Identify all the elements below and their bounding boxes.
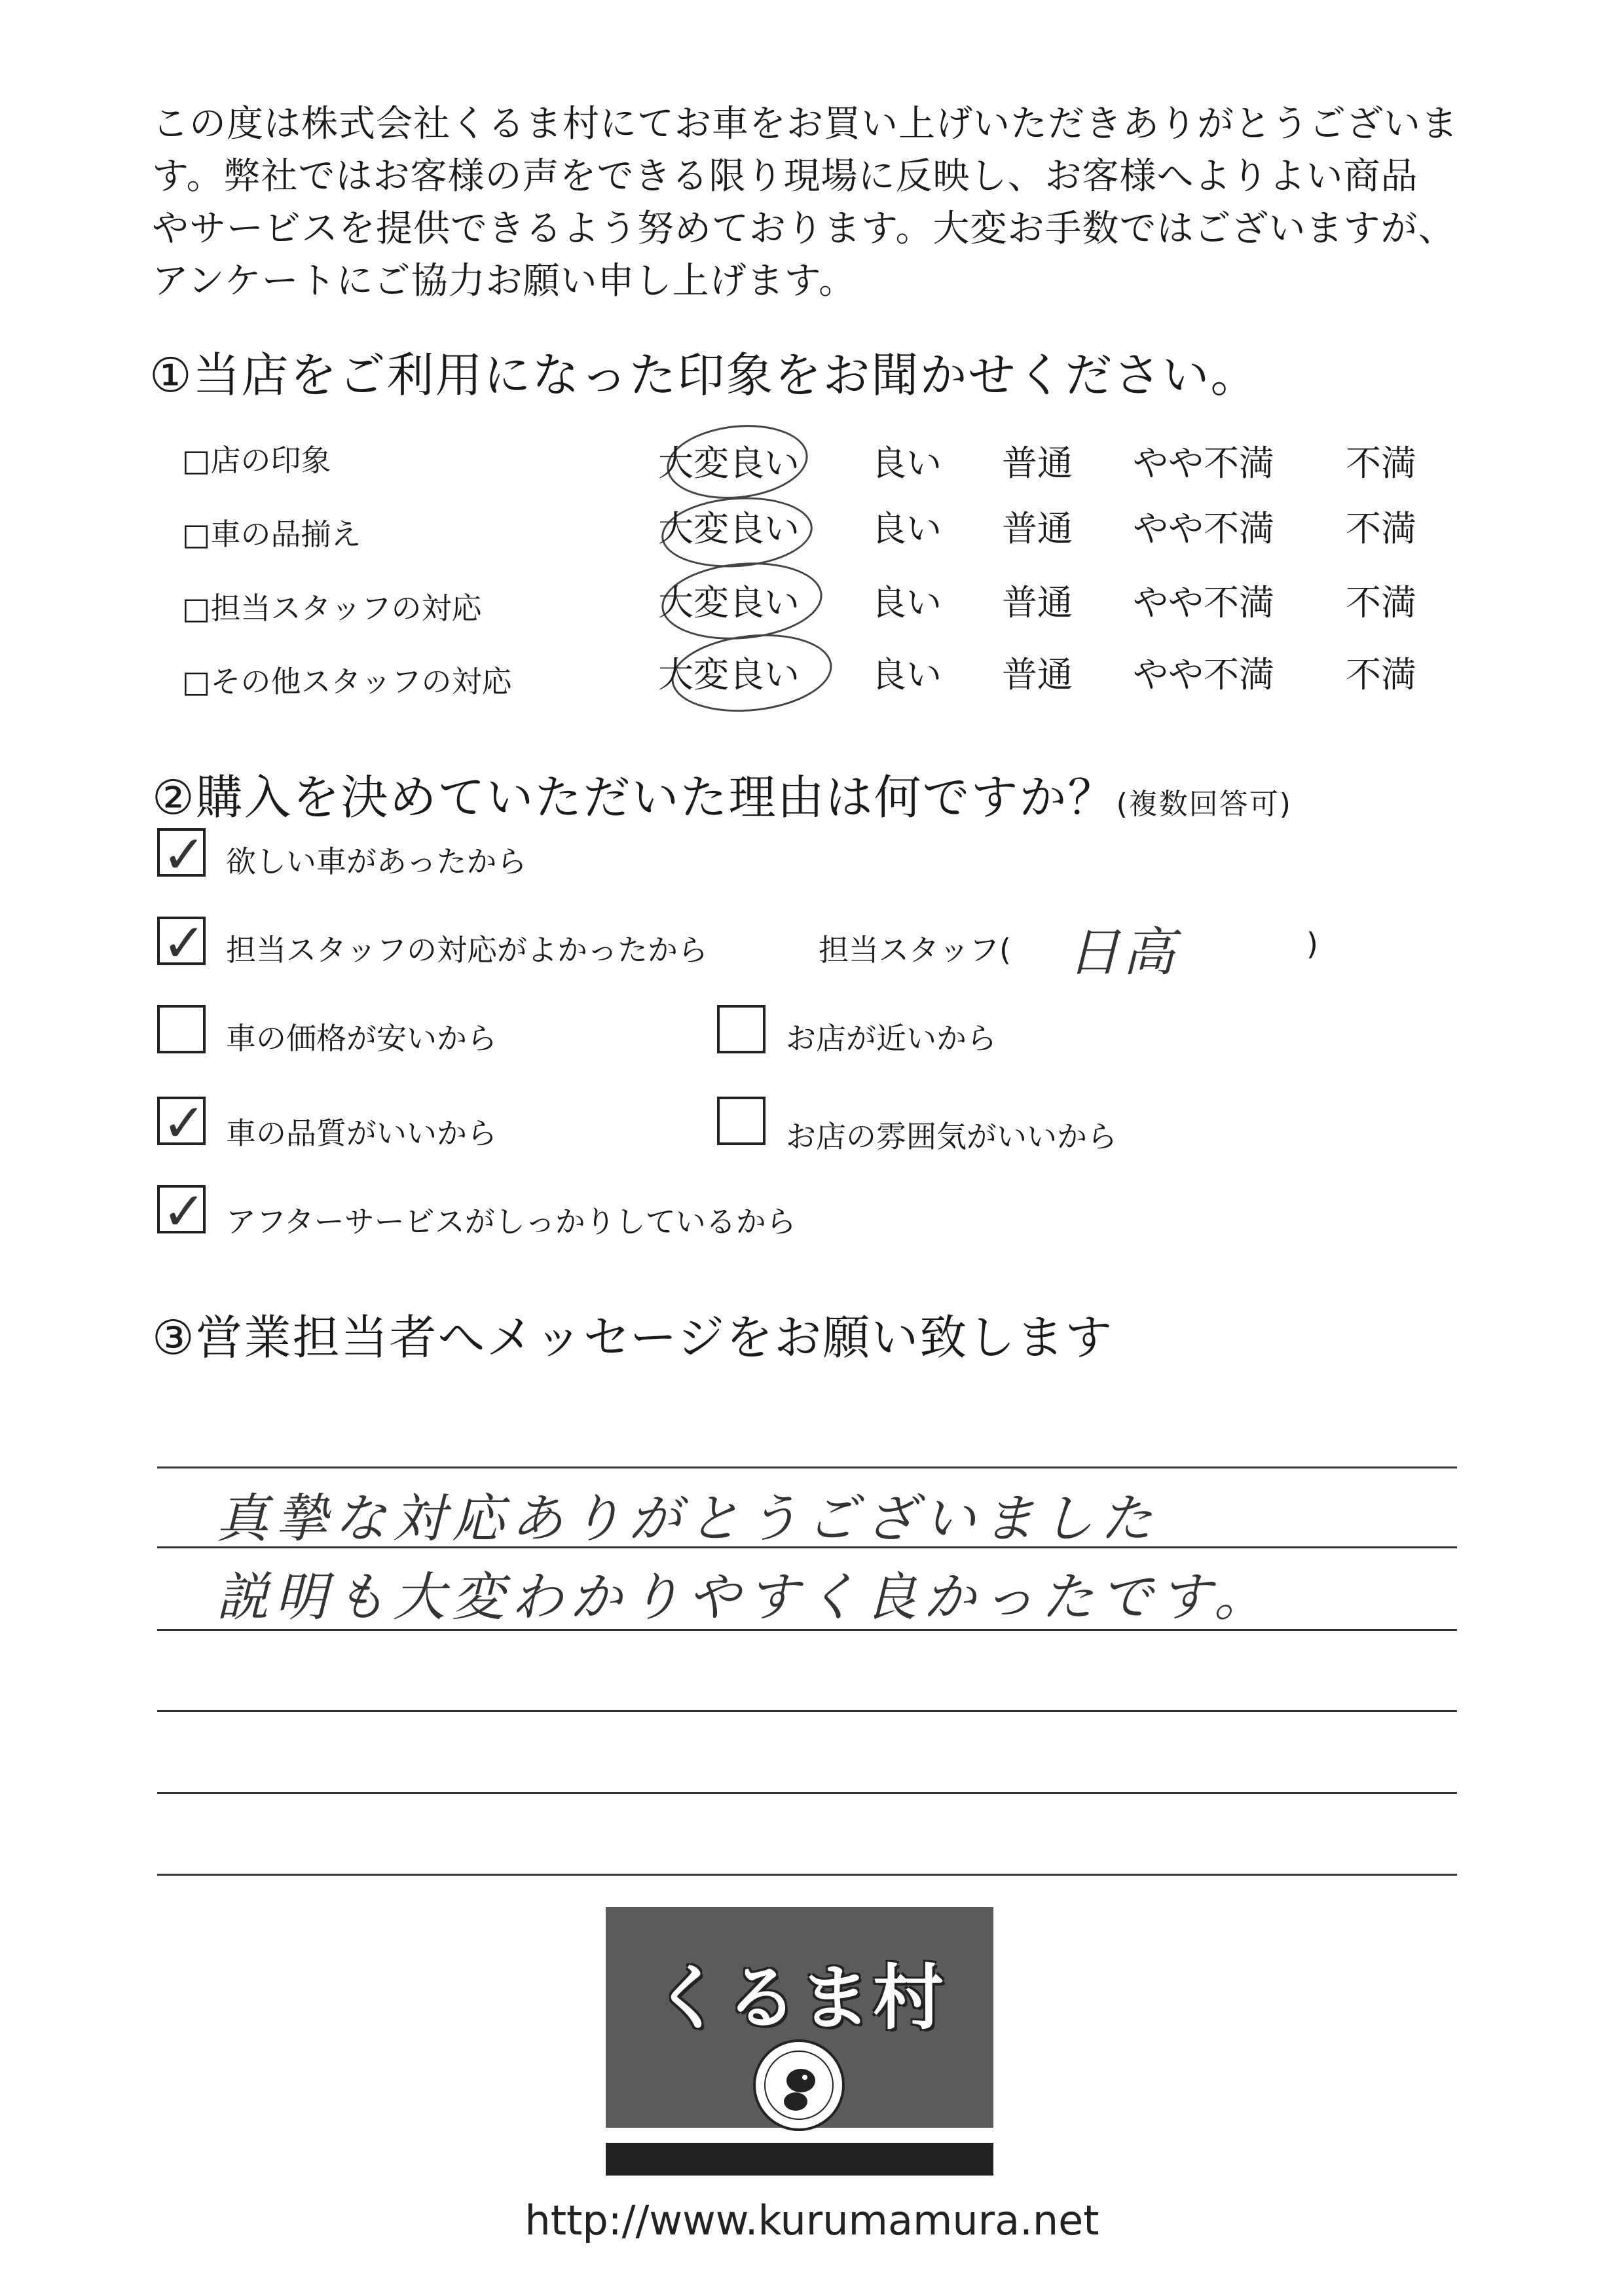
q1-row-label: □担当スタッフの対応 (182, 591, 482, 626)
option-very-good[interactable]: 大変良い (658, 443, 800, 484)
logo-stripe (606, 2143, 993, 2176)
check-mark-icon: ✓ (162, 824, 206, 885)
option-unsatisfied[interactable]: 不満 (1346, 654, 1416, 695)
staff-close: ) (1306, 926, 1318, 962)
checkbox[interactable] (717, 1005, 766, 1053)
checkbox-label: お店の雰囲気がいいから (786, 1119, 1117, 1154)
check-mark-icon: ✓ (162, 1181, 206, 1242)
option-average[interactable]: 普通 (1002, 508, 1073, 549)
intro-line-3: やサービスを提供できるよう努めております。大変お手数ではございますが、 (152, 208, 1456, 250)
check-mark-icon: ✓ (162, 1093, 206, 1154)
option-good[interactable]: 良い (871, 508, 942, 549)
option-slightly-unsatisfied[interactable]: やや不満 (1133, 654, 1274, 695)
checkbox-label: お店が近いから (786, 1021, 997, 1056)
option-average[interactable]: 普通 (1002, 443, 1073, 484)
message-line-1[interactable]: 真摯な対応ありがとうございました (216, 1488, 1159, 1549)
checkbox[interactable] (157, 1005, 206, 1053)
option-slightly-unsatisfied[interactable]: やや不満 (1133, 443, 1274, 484)
intro-line-4: アンケートにご協力お願い申し上げます。 (152, 260, 857, 302)
mascot-emblem-icon (750, 2036, 848, 2134)
message-rule (157, 1792, 1457, 1794)
option-slightly-unsatisfied[interactable]: やや不満 (1133, 508, 1274, 549)
q1-row-label: □その他スタッフの対応 (182, 664, 512, 699)
option-good[interactable]: 良い (871, 443, 942, 484)
q2-heading-note: (複数回答可) (1116, 788, 1292, 821)
option-unsatisfied[interactable]: 不満 (1346, 508, 1416, 549)
staff-name-handwritten[interactable]: 日高 (1067, 922, 1177, 983)
option-unsatisfied[interactable]: 不満 (1346, 443, 1416, 484)
message-rule (157, 1467, 1457, 1468)
option-very-good[interactable]: 大変良い (658, 582, 800, 623)
check-mark-icon: ✓ (162, 913, 206, 974)
q3-heading: ③営業担当者へメッセージをお願い致します (152, 1310, 1114, 1365)
option-unsatisfied[interactable]: 不満 (1346, 582, 1416, 623)
checkbox-label: 担当スタッフの対応がよかったから (226, 932, 708, 968)
checkbox[interactable] (157, 913, 206, 974)
q1-row-label: □店の印象 (182, 443, 331, 478)
checkbox-label: アフターサービスがしっかりしているから (226, 1204, 796, 1239)
message-rule (157, 1874, 1457, 1876)
footer-url[interactable]: http://www.kurumamura.net (525, 2196, 1099, 2244)
logo-brand-text: くるま村 (652, 1958, 946, 2039)
message-line-2[interactable]: 説明も大変わかりやすく良かったです。 (216, 1567, 1273, 1628)
intro-line-2: す。弊社ではお客様の声をできる限り現場に反映し、お客様へよりよい商品 (152, 155, 1418, 198)
q1-row-label: □車の品揃え (182, 517, 361, 552)
staff-label: 担当スタッフ( (819, 932, 1011, 968)
message-rule (157, 1710, 1457, 1712)
checkbox[interactable] (157, 824, 206, 885)
checkbox-label: 欲しい車があったから (226, 844, 527, 879)
option-average[interactable]: 普通 (1002, 582, 1073, 623)
option-very-good[interactable]: 大変良い (658, 508, 800, 549)
checkbox[interactable] (717, 1097, 766, 1145)
checkbox-label: 車の価格が安いから (226, 1021, 497, 1056)
checkbox[interactable] (157, 1181, 206, 1242)
intro-line-1: この度は株式会社くるま村にてお車をお買い上げいただきありがとうございま (152, 103, 1458, 145)
q2-heading (152, 759, 1292, 828)
option-good[interactable]: 良い (871, 582, 942, 623)
q1-heading: ①当店をご利用になった印象をお聞かせください。 (149, 348, 1259, 403)
option-slightly-unsatisfied[interactable]: やや不満 (1133, 582, 1274, 623)
checkbox-label: 車の品質がいいから (226, 1116, 497, 1151)
checkbox[interactable] (157, 1093, 206, 1154)
option-very-good[interactable]: 大変良い (658, 654, 800, 695)
option-average[interactable]: 普通 (1002, 654, 1073, 695)
option-good[interactable]: 良い (871, 654, 942, 695)
q2-heading-text: ②購入を決めていただいた理由は何ですか？ (152, 770, 1116, 825)
intro-paragraph (152, 98, 1462, 308)
